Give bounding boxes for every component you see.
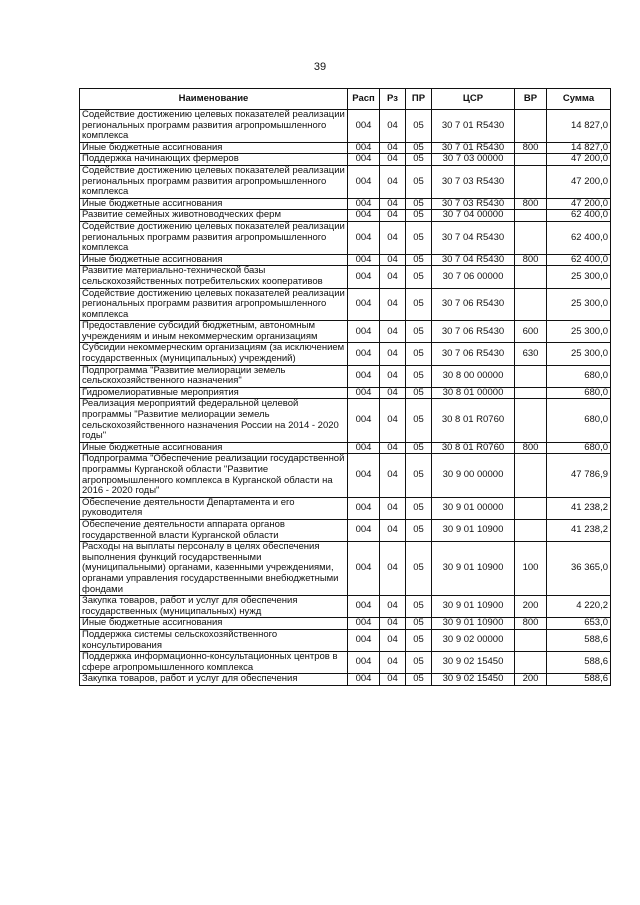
row-csr-cell: 30 9 01 10900: [432, 542, 515, 596]
row-csr-cell: 30 7 04 R5430: [432, 254, 515, 266]
row-rasp-cell: 004: [348, 221, 380, 254]
row-rasp-cell: 004: [348, 596, 380, 618]
table-row: [80, 629, 611, 651]
row-name-cell: Обеспечение деятельности аппарата органов государственной власти Курганской области: [80, 519, 348, 541]
row-pr-cell: 05: [406, 154, 432, 166]
row-sum-cell: 25 300,0: [547, 343, 611, 365]
column-header-sum: Сумма: [547, 89, 611, 110]
row-csr-cell: 30 8 01 R0760: [432, 442, 515, 454]
row-rasp-cell: 004: [348, 399, 380, 442]
row-vr-cell: 600: [515, 321, 547, 343]
row-rz-cell: 04: [380, 497, 406, 519]
row-pr-cell: 05: [406, 365, 432, 387]
row-csr-cell: 30 7 01 R5430: [432, 110, 515, 143]
table-row: [80, 266, 611, 288]
row-name-cell: Иные бюджетные ассигнования: [80, 198, 348, 210]
row-rasp-cell: 004: [348, 674, 380, 686]
table-row: [80, 288, 611, 321]
row-rasp-cell: 004: [348, 154, 380, 166]
row-rasp-cell: 004: [348, 266, 380, 288]
row-name-cell: Развитие семейных животноводческих ферм: [80, 210, 348, 222]
row-rz-cell: 04: [380, 266, 406, 288]
row-rz-cell: 04: [380, 365, 406, 387]
row-name-cell: Предоставление субсидий бюджетным, автономным учреждениям и иным некоммерческим организациям: [80, 321, 348, 343]
row-vr-cell: [515, 652, 547, 674]
row-vr-cell: 200: [515, 596, 547, 618]
row-sum-cell: 680,0: [547, 399, 611, 442]
row-rasp-cell: 004: [348, 343, 380, 365]
row-rz-cell: 04: [380, 629, 406, 651]
row-vr-cell: [515, 387, 547, 399]
table-row: [80, 198, 611, 210]
row-csr-cell: 30 7 06 R5430: [432, 288, 515, 321]
row-pr-cell: 05: [406, 542, 432, 596]
table-row: [80, 399, 611, 442]
table-row: [80, 154, 611, 166]
row-pr-cell: 05: [406, 652, 432, 674]
row-rz-cell: 04: [380, 674, 406, 686]
row-rasp-cell: 004: [348, 210, 380, 222]
row-csr-cell: 30 7 04 00000: [432, 210, 515, 222]
row-name-cell: Субсидии некоммерческим организациям (за исключением государственных (муниципальных) учреждений): [80, 343, 348, 365]
row-pr-cell: 05: [406, 266, 432, 288]
row-rasp-cell: 004: [348, 321, 380, 343]
row-csr-cell: 30 7 01 R5430: [432, 142, 515, 154]
row-rasp-cell: 004: [348, 142, 380, 154]
column-header-rz: Рз: [380, 89, 406, 110]
row-sum-cell: 588,6: [547, 674, 611, 686]
row-rz-cell: 04: [380, 387, 406, 399]
row-pr-cell: 05: [406, 674, 432, 686]
row-pr-cell: 05: [406, 497, 432, 519]
row-rasp-cell: 004: [348, 442, 380, 454]
row-rz-cell: 04: [380, 154, 406, 166]
row-rasp-cell: 004: [348, 110, 380, 143]
row-rz-cell: 04: [380, 399, 406, 442]
row-name-cell: Гидромелиоративные мероприятия: [80, 387, 348, 399]
table-row: [80, 321, 611, 343]
row-pr-cell: 05: [406, 142, 432, 154]
row-csr-cell: 30 9 01 10900: [432, 618, 515, 630]
row-sum-cell: 25 300,0: [547, 321, 611, 343]
row-name-cell: Реализация мероприятий федеральной целевой программы "Развитие мелиорации земель сельскохозяйственного назначения России на 2014 - 2020 годы": [80, 399, 348, 442]
row-csr-cell: 30 9 02 15450: [432, 674, 515, 686]
row-rasp-cell: 004: [348, 629, 380, 651]
row-vr-cell: 800: [515, 198, 547, 210]
row-pr-cell: 05: [406, 198, 432, 210]
row-vr-cell: [515, 110, 547, 143]
row-csr-cell: 30 7 03 R5430: [432, 165, 515, 198]
row-rz-cell: 04: [380, 454, 406, 497]
row-sum-cell: 588,6: [547, 652, 611, 674]
table-row: [80, 542, 611, 596]
row-rz-cell: 04: [380, 221, 406, 254]
row-rz-cell: 04: [380, 254, 406, 266]
column-header-vr: ВР: [515, 89, 547, 110]
row-sum-cell: 47 200,0: [547, 154, 611, 166]
row-csr-cell: 30 7 03 R5430: [432, 198, 515, 210]
row-rasp-cell: 004: [348, 454, 380, 497]
row-rasp-cell: 004: [348, 387, 380, 399]
row-sum-cell: 62 400,0: [547, 210, 611, 222]
row-sum-cell: 62 400,0: [547, 254, 611, 266]
row-rz-cell: 04: [380, 519, 406, 541]
row-vr-cell: 100: [515, 542, 547, 596]
row-name-cell: Расходы на выплаты персоналу в целях обеспечения выполнения функций государственными (муниципальными) органами, казенными учреждениями, органами управления государственными внебюджетными фондами: [80, 542, 348, 596]
row-csr-cell: 30 9 01 10900: [432, 596, 515, 618]
row-name-cell: Развитие материально-технической базы сельскохозяйственных потребительских кооперативов: [80, 266, 348, 288]
row-sum-cell: 14 827,0: [547, 142, 611, 154]
row-name-cell: Содействие достижению целевых показателей реализации региональных программ развития агропромышленного комплекса: [80, 110, 348, 143]
table-row: [80, 254, 611, 266]
row-vr-cell: [515, 629, 547, 651]
row-csr-cell: 30 8 01 00000: [432, 387, 515, 399]
row-rasp-cell: 004: [348, 652, 380, 674]
row-name-cell: Иные бюджетные ассигнования: [80, 618, 348, 630]
row-sum-cell: 25 300,0: [547, 266, 611, 288]
row-name-cell: Поддержка начинающих фермеров: [80, 154, 348, 166]
table-row: [80, 652, 611, 674]
row-vr-cell: 800: [515, 618, 547, 630]
row-name-cell: Обеспечение деятельности Департамента и его руководителя: [80, 497, 348, 519]
row-pr-cell: 05: [406, 343, 432, 365]
table-row: [80, 442, 611, 454]
row-pr-cell: 05: [406, 618, 432, 630]
row-sum-cell: 680,0: [547, 365, 611, 387]
row-name-cell: Поддержка системы сельскохозяйственного консультирования: [80, 629, 348, 651]
row-sum-cell: 41 238,2: [547, 497, 611, 519]
row-vr-cell: 630: [515, 343, 547, 365]
row-rz-cell: 04: [380, 343, 406, 365]
table-row: [80, 365, 611, 387]
row-pr-cell: 05: [406, 596, 432, 618]
column-header-csr: ЦСР: [432, 89, 515, 110]
row-pr-cell: 05: [406, 254, 432, 266]
row-sum-cell: 680,0: [547, 442, 611, 454]
row-rz-cell: 04: [380, 542, 406, 596]
row-rz-cell: 04: [380, 198, 406, 210]
row-pr-cell: 05: [406, 221, 432, 254]
row-rz-cell: 04: [380, 618, 406, 630]
row-sum-cell: 47 200,0: [547, 198, 611, 210]
row-sum-cell: 36 365,0: [547, 542, 611, 596]
row-rz-cell: 04: [380, 165, 406, 198]
row-vr-cell: [515, 399, 547, 442]
row-sum-cell: 62 400,0: [547, 221, 611, 254]
row-pr-cell: 05: [406, 629, 432, 651]
row-sum-cell: 588,6: [547, 629, 611, 651]
table-row: [80, 519, 611, 541]
budget-table: [79, 88, 611, 686]
row-sum-cell: 680,0: [547, 387, 611, 399]
column-header-rasp: Расп: [348, 89, 380, 110]
table-row: [80, 497, 611, 519]
column-header-name: Наименование: [80, 89, 348, 110]
row-rz-cell: 04: [380, 321, 406, 343]
row-pr-cell: 05: [406, 399, 432, 442]
column-header-pr: ПР: [406, 89, 432, 110]
row-rasp-cell: 004: [348, 254, 380, 266]
row-sum-cell: 25 300,0: [547, 288, 611, 321]
row-pr-cell: 05: [406, 519, 432, 541]
row-name-cell: Содействие достижению целевых показателей реализации региональных программ развития агропромышленного комплекса: [80, 288, 348, 321]
row-name-cell: Иные бюджетные ассигнования: [80, 442, 348, 454]
row-name-cell: Подпрограмма "Развитие мелиорации земель сельскохозяйственного назначения": [80, 365, 348, 387]
row-csr-cell: 30 8 00 00000: [432, 365, 515, 387]
row-pr-cell: 05: [406, 288, 432, 321]
row-vr-cell: 200: [515, 674, 547, 686]
row-sum-cell: 41 238,2: [547, 519, 611, 541]
table-row: [80, 387, 611, 399]
row-rz-cell: 04: [380, 596, 406, 618]
table-row: [80, 221, 611, 254]
row-rz-cell: 04: [380, 288, 406, 321]
row-csr-cell: 30 9 01 00000: [432, 497, 515, 519]
row-rasp-cell: 004: [348, 618, 380, 630]
row-name-cell: Закупка товаров, работ и услуг для обеспечения государственных (муниципальных) нужд: [80, 596, 348, 618]
table-row: [80, 674, 611, 686]
row-sum-cell: 4 220,2: [547, 596, 611, 618]
table-row: [80, 596, 611, 618]
row-rz-cell: 04: [380, 142, 406, 154]
table-row: [80, 454, 611, 497]
row-csr-cell: 30 7 06 R5430: [432, 321, 515, 343]
row-vr-cell: [515, 210, 547, 222]
row-rz-cell: 04: [380, 652, 406, 674]
row-pr-cell: 05: [406, 454, 432, 497]
row-vr-cell: [515, 221, 547, 254]
row-csr-cell: 30 7 04 R5430: [432, 221, 515, 254]
row-rz-cell: 04: [380, 442, 406, 454]
row-csr-cell: 30 9 02 15450: [432, 652, 515, 674]
table-row: [80, 142, 611, 154]
row-csr-cell: 30 7 06 00000: [432, 266, 515, 288]
row-rasp-cell: 004: [348, 288, 380, 321]
row-vr-cell: [515, 165, 547, 198]
table-body: [80, 110, 611, 686]
row-vr-cell: [515, 454, 547, 497]
row-rz-cell: 04: [380, 210, 406, 222]
row-vr-cell: [515, 154, 547, 166]
row-vr-cell: [515, 365, 547, 387]
table-row: [80, 165, 611, 198]
row-name-cell: Подпрограмма "Обеспечение реализации государственной программы Курганской области "Развитие агропромышленного комплекса в Курганской области на 2016 - 2020 годы": [80, 454, 348, 497]
row-rasp-cell: 004: [348, 365, 380, 387]
page-number: 39: [313, 61, 327, 73]
row-name-cell: Поддержка информационно-консультационных центров в сфере агропромышленного комплекса: [80, 652, 348, 674]
row-name-cell: Иные бюджетные ассигнования: [80, 142, 348, 154]
row-name-cell: Иные бюджетные ассигнования: [80, 254, 348, 266]
table-row: [80, 343, 611, 365]
row-csr-cell: 30 9 02 00000: [432, 629, 515, 651]
table-row: [80, 110, 611, 143]
row-vr-cell: 800: [515, 442, 547, 454]
row-vr-cell: [515, 497, 547, 519]
row-sum-cell: 47 786,9: [547, 454, 611, 497]
row-vr-cell: [515, 288, 547, 321]
row-csr-cell: 30 8 01 R0760: [432, 399, 515, 442]
row-rasp-cell: 004: [348, 542, 380, 596]
table-row: [80, 618, 611, 630]
row-name-cell: Закупка товаров, работ и услуг для обеспечения: [80, 674, 348, 686]
row-csr-cell: 30 7 03 00000: [432, 154, 515, 166]
row-sum-cell: 47 200,0: [547, 165, 611, 198]
row-name-cell: Содействие достижению целевых показателей реализации региональных программ развития агропромышленного комплекса: [80, 165, 348, 198]
row-csr-cell: 30 9 00 00000: [432, 454, 515, 497]
row-rasp-cell: 004: [348, 165, 380, 198]
table-row: [80, 210, 611, 222]
row-vr-cell: 800: [515, 254, 547, 266]
row-vr-cell: 800: [515, 142, 547, 154]
row-rz-cell: 04: [380, 110, 406, 143]
row-rasp-cell: 004: [348, 497, 380, 519]
row-sum-cell: 653,0: [547, 618, 611, 630]
row-rasp-cell: 004: [348, 519, 380, 541]
row-csr-cell: 30 7 06 R5430: [432, 343, 515, 365]
row-pr-cell: 05: [406, 210, 432, 222]
row-pr-cell: 05: [406, 321, 432, 343]
table-header-row: [80, 89, 611, 110]
row-pr-cell: 05: [406, 110, 432, 143]
row-csr-cell: 30 9 01 10900: [432, 519, 515, 541]
row-rasp-cell: 004: [348, 198, 380, 210]
row-vr-cell: [515, 519, 547, 541]
row-name-cell: Содействие достижению целевых показателей реализации региональных программ развития агропромышленного комплекса: [80, 221, 348, 254]
row-pr-cell: 05: [406, 387, 432, 399]
row-pr-cell: 05: [406, 442, 432, 454]
row-sum-cell: 14 827,0: [547, 110, 611, 143]
row-pr-cell: 05: [406, 165, 432, 198]
row-vr-cell: [515, 266, 547, 288]
